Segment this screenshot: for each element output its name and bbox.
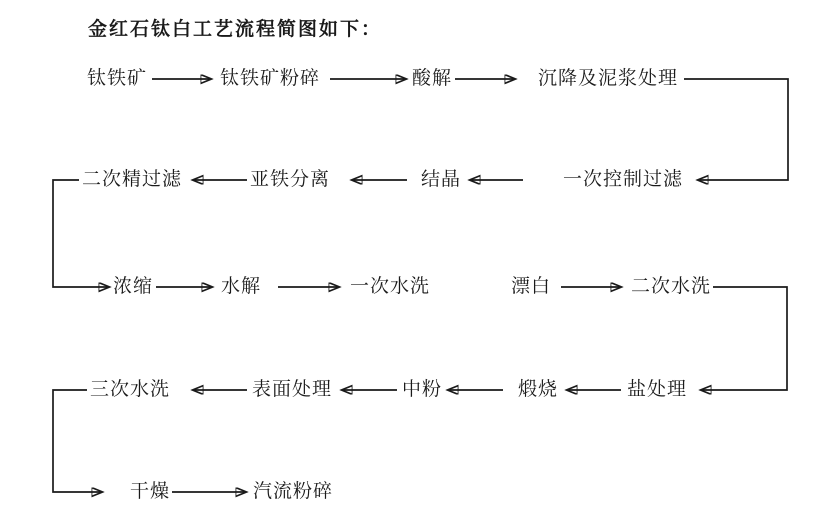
node-first-controlled-filtration: 一次控制过滤 <box>563 169 684 190</box>
edge-second-water-wash-to-salt-treatment <box>701 287 787 390</box>
node-crystallization: 结晶 <box>421 169 462 190</box>
edge-sedimentation-to-first-filtration <box>684 79 788 180</box>
node-concentration: 浓缩 <box>113 276 154 297</box>
edge-second-fine-filtration-to-concentration <box>53 180 109 287</box>
node-first-water-wash: 一次水洗 <box>350 276 431 297</box>
page-title: 金红石钛白工艺流程简图如下： <box>88 19 383 40</box>
edge-third-water-wash-to-drying <box>53 390 102 492</box>
node-drying: 干燥 <box>130 481 171 502</box>
node-hydrolysis: 水解 <box>221 276 262 297</box>
node-calcination: 煅烧 <box>518 379 559 400</box>
node-bleaching: 漂白 <box>511 276 552 297</box>
node-third-water-wash: 三次水洗 <box>90 379 171 400</box>
node-second-water-wash: 二次水洗 <box>631 276 712 297</box>
node-ferrous-separation: 亚铁分离 <box>250 169 331 190</box>
node-salt-treatment: 盐处理 <box>627 379 688 400</box>
node-medium-grinding: 中粉 <box>402 379 443 400</box>
node-ilmenite-crushing: 钛铁矿粉碎 <box>220 68 321 89</box>
node-jet-milling: 汽流粉碎 <box>253 481 334 502</box>
node-sedimentation-slurry-treatment: 沉降及泥浆处理 <box>538 68 679 89</box>
node-surface-treatment: 表面处理 <box>252 379 333 400</box>
node-ilmenite: 钛铁矿 <box>87 68 148 89</box>
node-second-fine-filtration: 二次精过滤 <box>82 169 183 190</box>
node-acid-hydrolysis: 酸解 <box>412 68 453 89</box>
